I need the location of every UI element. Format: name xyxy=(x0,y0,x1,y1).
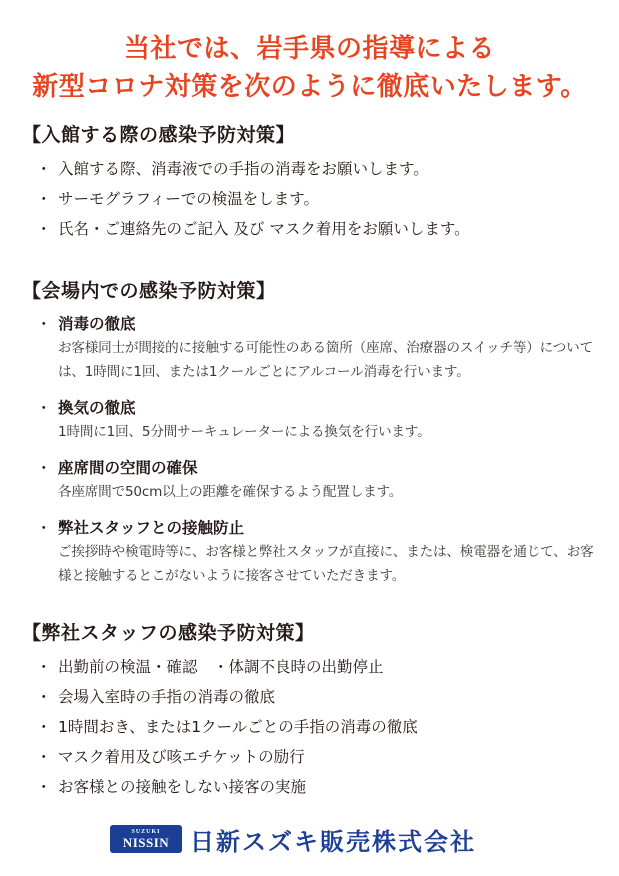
section-venue-measures xyxy=(22,278,602,600)
list-item xyxy=(22,396,602,444)
section-heading: 【入館する際の感染予防対策】 xyxy=(22,124,296,146)
item-body: 1時間に1回、5分間サーキュレーターによる換気を行います。 xyxy=(58,424,431,440)
company-logo xyxy=(110,824,476,854)
list-item: ・ 1時間おき、または1クールごとの手指の消毒の徹底 xyxy=(22,712,602,742)
page-title xyxy=(0,30,619,106)
title-line-1: 当社では、岩手県の指導による xyxy=(123,34,495,64)
list-item: ・ 氏名・ご連絡先のご記入 及び マスク着用をお願いします。 xyxy=(22,214,602,244)
company-name: 日新スズキ販売株式会社 xyxy=(190,827,476,856)
title-line-2: 新型コロナ対策を次のように徹底いたします。 xyxy=(32,72,587,102)
item-title: ・ 座席間の空間の確保 xyxy=(58,459,198,477)
section-heading: 【会場内での感染予防対策】 xyxy=(22,280,276,302)
staff-measures-list xyxy=(22,652,602,802)
list-item: ・ 出勤前の検温・確認 ・体調不良時の出勤停止 xyxy=(22,652,602,682)
badge-small-text: SUZUKI xyxy=(131,828,161,835)
item-title: ・ 換気の徹底 xyxy=(58,399,136,417)
section-entry-measures xyxy=(22,122,602,244)
section-staff-measures xyxy=(22,620,602,802)
list-item: ・ サーモグラフィーでの検温をします。 xyxy=(22,184,602,214)
item-body: お客様同士が間接的に接触する可能性のある箇所（座席、治療器のスイッチ等）については、1時間に1回、または1クールごとにアルコール消毒を行います。 xyxy=(58,340,593,380)
list-item: ・ 会場入室時の手指の消毒の徹底 xyxy=(22,682,602,712)
section-heading: 【弊社スタッフの感染予防対策】 xyxy=(22,622,315,644)
list-item xyxy=(22,456,602,504)
badge-main-text: NISSIN xyxy=(122,834,170,850)
list-item xyxy=(22,312,602,384)
list-item xyxy=(22,516,602,588)
item-body: ご挨拶時や検電時等に、お客様と弊社スタッフが直接に、または、検電器を通じて、お客様と接触するとこがないように接客させていただきます。 xyxy=(58,544,594,584)
list-item: ・ マスク着用及び咳エチケットの励行 xyxy=(22,742,602,772)
suzuki-nissin-badge xyxy=(110,825,182,853)
entry-measures-list xyxy=(22,154,602,244)
list-item: ・ 入館する際、消毒液での手指の消毒をお願いします。 xyxy=(22,154,602,184)
item-title: ・ 弊社スタッフとの接触防止 xyxy=(58,519,245,537)
venue-measures-list xyxy=(22,312,602,588)
item-title: ・ 消毒の徹底 xyxy=(58,315,136,333)
list-item: ・ お客様との接触をしない接客の実施 xyxy=(22,772,602,802)
item-body: 各座席間で50cm以上の距離を確保するよう配置します。 xyxy=(58,484,403,500)
